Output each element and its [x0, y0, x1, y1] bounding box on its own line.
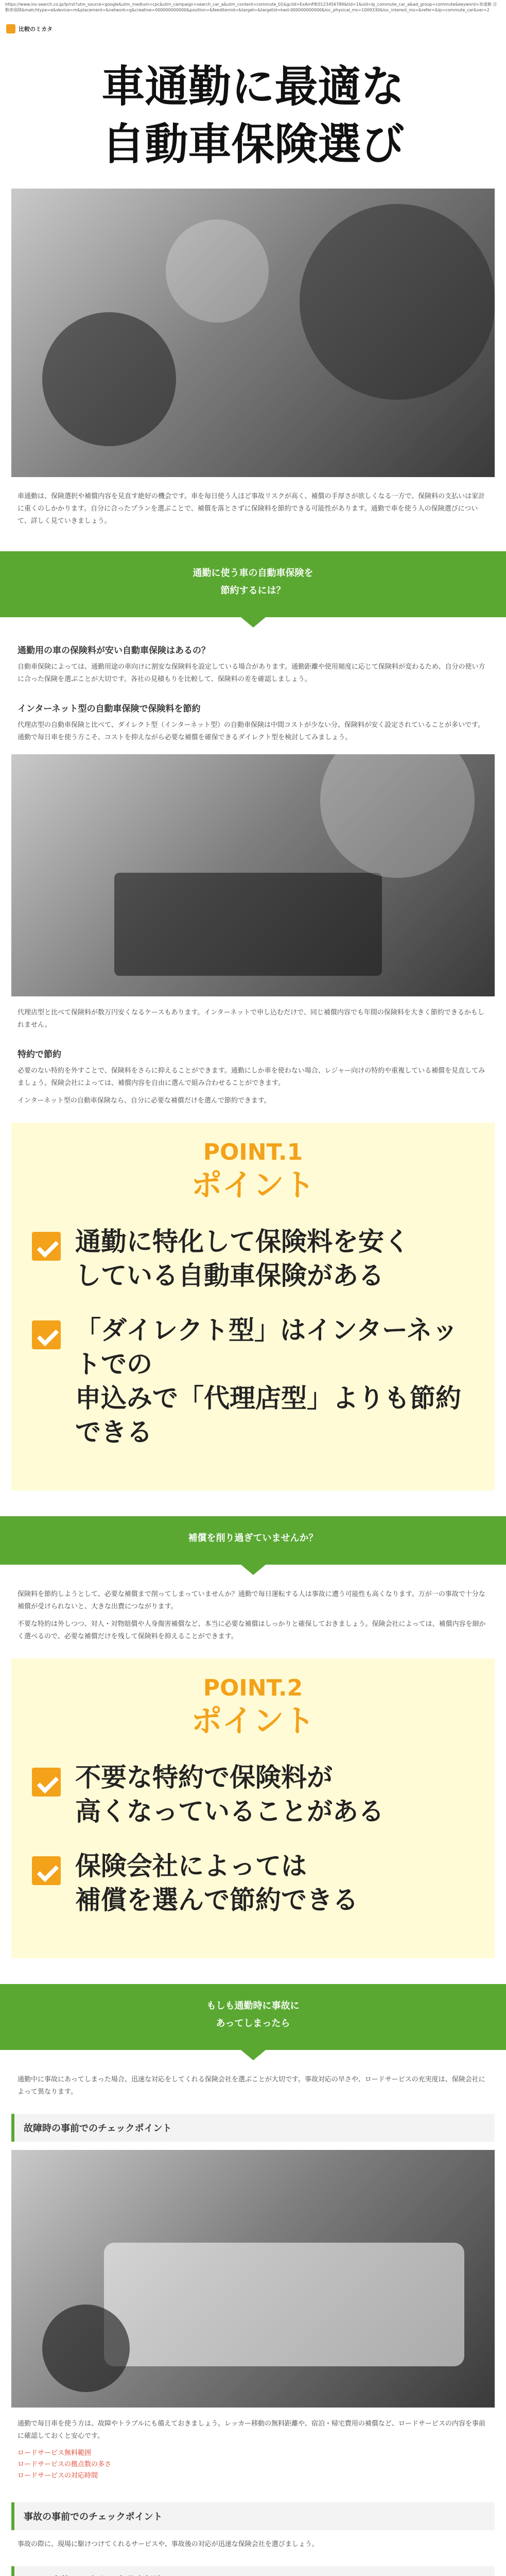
- logo-icon[interactable]: [6, 24, 15, 33]
- tow-truck-photo: [11, 2150, 495, 2408]
- section1-paragraph5: インターネット型の自動車保険なら、自分に必要な補償だけを選んで節約できます。: [18, 1097, 271, 1105]
- hero-title: [0, 37, 506, 189]
- section1-question3: 特約で節約: [18, 1049, 61, 1060]
- section1-paragraph4: 必要のない特約を外すことで、保険料をさらに抑えることができます。通勤にしか車を使わない場合、レジャー向けの特約や重複している補償を見直してみましょう。保険会社によっては、補償内容を自由に選んで組み合わせることができます。: [18, 1067, 485, 1087]
- band3-line1: もしも通勤時に事故に: [206, 2001, 300, 2011]
- checkbox-icon: [32, 1320, 61, 1349]
- site-header: [0, 21, 506, 37]
- point1-number: POINT.1: [203, 1139, 303, 1165]
- section2-paragraph2: 不要な特約は外しつつ、対人・対物賠償や人身傷害補償など、本当に必要な補償はしっかりと確保しておきましょう。保険会社によっては、補償内容を細かく選べるので、必要な補償だけを残して保険料を抑えることができます。: [18, 1620, 486, 1640]
- laptop-photo: [11, 754, 495, 996]
- section1-paragraph2: 代理店型の自動車保険と比べて、ダイレクト型（インターネット型）の自動車保険は中間コストが少ない分、保険料が安く設定されていることが多いです。通勤で毎日車を使う方こそ、コストを抑えながら必要な補償を確保できるダイレクト型を検討してみましょう。: [18, 721, 485, 741]
- point2-item2-line2: 補償を選んで節約できる: [75, 1885, 358, 1915]
- logo-text[interactable]: 比較のミカタ: [19, 26, 53, 32]
- section-band-3: [0, 1984, 506, 2050]
- point1-item2-line1: 「ダイレクト型」はインターネットでの: [75, 1315, 458, 1379]
- section2-paragraph1: 保険料を節約しようとして、必要な補償まで削ってしまっていませんか？通勤で毎日運転する人は事故に遭う可能性も高くなります。万が一の事故で十分な補償が受けられないと、大きな出費につながります。: [18, 1590, 485, 1611]
- section1-paragraph3: 代理店型と比べて保険料が数万円安くなるケースもあります。インターネットで申し込むだけで、同じ補償内容でも年間の保険料を大きく節約できるかもしれません。: [18, 1009, 484, 1029]
- point1-box: [11, 1123, 495, 1490]
- point2-item: [32, 1760, 474, 1828]
- url-bar[interactable]: https://www.ins-search.co.jp/lp/rst?utm_source=google&utm_medium=cpc&utm_campaign=search_car_a&utm_content=commute_01&gclid=ExAmPlE0123456789&tid=1&sid=lp_commute_car_a&ad_group=commute&keyword=車通勤 自動車保険&matchtype=e&device=m&placement=&network=g&creative=000000000000&position=&feeditemid=&target=&targetid=kwd-000000000000&loc_physical_ms=1009330&loc_interest_ms=&refer=&lp=commute_car&ver=2: [0, 0, 506, 21]
- checkbox-icon: [32, 1232, 61, 1261]
- band1-line1: 通勤に使う車の自動車保険を: [193, 568, 313, 579]
- section1-question2: インターネット型の自動車保険で保険料を節約: [18, 704, 201, 714]
- checkbox-icon: [32, 1856, 61, 1885]
- section3-heading2: 事故の事前でのチェックポイント: [11, 2502, 495, 2530]
- point1-item1-line1: 通勤に特化して保険料を安く: [75, 1227, 410, 1257]
- point2-number: POINT.2: [203, 1675, 303, 1701]
- hero-title-line1: 車通勤に最適な: [101, 61, 405, 112]
- checkpoint-links: [0, 2448, 506, 2487]
- section3-heading3: [11, 2566, 495, 2576]
- checkpoint-link[interactable]: ロードサービスの対応時間: [18, 2472, 98, 2480]
- section3-paragraph2: 通勤で毎日車を使う方は、故障やトラブルにも備えておきましょう。レッカー移動の無料距離や、宿泊・帰宅費用の補償など、ロードサービスの内容を事前に確認しておくと安心です。: [18, 2420, 485, 2440]
- point1-item: [32, 1313, 474, 1449]
- point1-item1-line2: している自動車保険がある: [75, 1261, 384, 1291]
- section3-paragraph3: 事故の際に、現場に駆けつけてくれるサービスや、事故後の対応が迅速な保険会社を選びましょう。: [18, 2540, 319, 2548]
- point2-heading: ポイント: [191, 1703, 315, 1739]
- checkpoint-link[interactable]: ロードサービス無料範囲: [18, 2449, 92, 2457]
- point2-item2-line1: 保険会社によっては: [75, 1851, 307, 1881]
- section3-heading1: 故障時の事前でのチェックポイント: [11, 2114, 495, 2142]
- band3-line2: あってしまったら: [216, 2018, 290, 2029]
- point2-item1-line2: 高くなっていることがある: [75, 1797, 384, 1826]
- checkbox-icon: [32, 1768, 61, 1797]
- point1-heading: ポイント: [191, 1167, 315, 1204]
- section-band-2: [0, 1516, 506, 1565]
- point2-item1-line1: 不要な特約で保険料が: [75, 1762, 333, 1792]
- point1-item2-line2: 申込みで「代理店型」よりも節約できる: [75, 1383, 461, 1447]
- band1-line2: 節約するには？: [220, 585, 286, 596]
- point1-item: [32, 1225, 474, 1293]
- section1-paragraph1: 自動車保険によっては、通勤用途の車向けに割安な保険料を設定している場合があります。通勤距離や使用頻度に応じて保険料が変わるため、自分の使い方に合った保険を選ぶことが大切です。各社の見積もりを比較して、保険料の差を確認しましょう。: [18, 663, 485, 683]
- section1-question1: 通勤用の車の保険料が安い自動車保険はあるの？: [18, 646, 210, 656]
- point2-item: [32, 1849, 474, 1917]
- checkpoint-link[interactable]: ロードサービスの拠点数の多さ: [18, 2461, 112, 2468]
- intro-lead: 車通勤は、保険選択や補償内容を見直す絶好の機会です。車を毎日使う人ほど事故リスクが高く、補償の手厚さが欲しくなる一方で、保険料の支払いは家計に重くのしかかります。自分に合ったプランを選ぶことで、補償を落とさずに保険料を節約できる可能性があります。通勤で車を使う人の保険選びについて、詳しく見ていきましょう。: [18, 493, 485, 525]
- hero-photo: [11, 189, 495, 477]
- point2-box: [11, 1658, 495, 1958]
- section3-paragraph1: 通勤中に事故にあってしまった場合、迅速な対応をしてくれる保険会社を選ぶことが大切です。事故対応の早さや、ロードサービスの充実度は、保険会社によって異なります。: [18, 2076, 485, 2096]
- band2-line1: 補償を削り過ぎていませんか？: [188, 1533, 318, 1544]
- section-band-1: [0, 551, 506, 617]
- hero-title-line2: 自動車保険選び: [101, 119, 405, 170]
